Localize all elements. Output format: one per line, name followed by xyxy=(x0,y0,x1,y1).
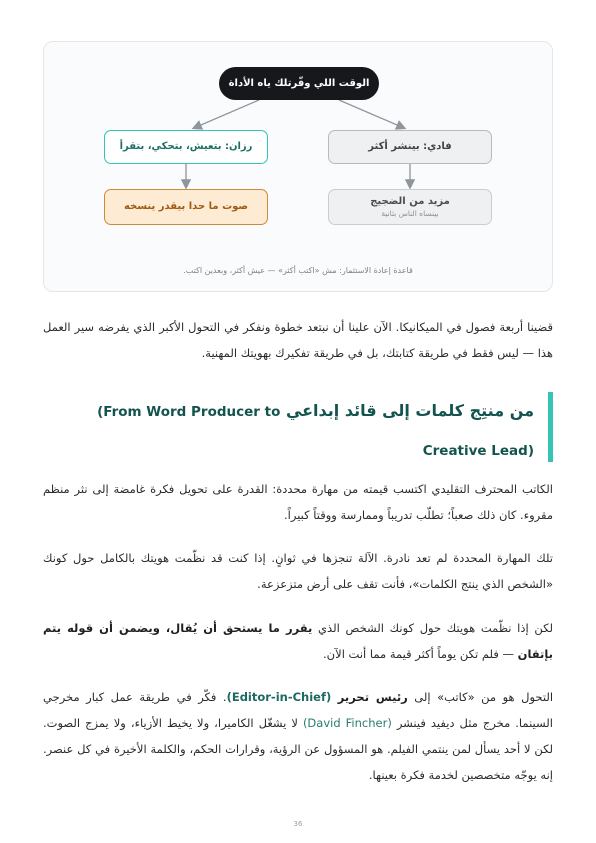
intro-paragraph: قضينا أربعة فصول في الميكانيكا. الآن علينا أن نبتعد خطوة ونفكر في التحول الأكبر الذي يفرضه سير العمل هذا — ليس فقط في طريقة كتابتك، بل في طريقة تفكيرك بهويتك المهنية. xyxy=(43,320,553,360)
diagram-voice-node xyxy=(104,189,268,225)
diagram-noise-title: مزيد من الضجيج xyxy=(370,196,450,208)
diagram-root-label: الوقت اللي وفّرتلك ياه الأداة xyxy=(228,77,370,89)
diagram-fadi-node xyxy=(328,130,492,164)
section-title-arabic: من منتِج كلمات إلى قائد إبداعي xyxy=(285,401,534,420)
section-title-english: (From Word Producer to Creative Lead) xyxy=(97,404,534,459)
section-heading xyxy=(43,392,553,462)
p4-part-b: . فكّر في طريقة عمل كبار مخرجي السينما. مخرج مثل ديفيد فينشر xyxy=(43,690,553,730)
diagram-voice-label: صوت ما حدا بيقدر ينسخه xyxy=(123,201,249,213)
p3-start: لكن إذا نظّمت هويتك حول كونك الشخص الذي xyxy=(312,621,554,635)
diagram-root-node xyxy=(219,67,379,100)
p4-part-c: لا يشغّل الكاميرا، ولا يخيط الأزياء، ولا يمزج الصوت. لكن لا أحد يسأل لمن ينتمي الفيلم. هو المسؤول عن الرؤية، وقرارات الحكم، والكلمة الأخيرة في كل عنصر. إنه يوجّه متخصصين لخدمة فكرة بعينها. xyxy=(43,716,553,782)
body-paragraph-1: الكاتب المحترف التقليدي اكتسب قيمته من مهارة محددة: القدرة على تحويل فكرة غامضة إلى نثر منظم مقروء. كان ذلك صعباً؛ تطلّب تدريباً وممارسة ووقتاً كبيراً. xyxy=(43,482,553,522)
diagram-razan-label: رزان: بتعيش، بتحكي، بتقرأ xyxy=(119,141,253,153)
diagram-caption: قاعدة إعادة الاستثمار: مش «اكتب أكثر» — عيش أكثر، وبعدين اكتب. xyxy=(183,266,413,275)
connector-root-to-fadi xyxy=(339,100,404,128)
p3-end: — فلم تكن يوماً أكثر قيمة مما أنت الآن. xyxy=(323,647,518,661)
diagram-noise-subtitle: بينساه الناس بثانية xyxy=(381,208,439,218)
p4-name-english: (David Fincher) xyxy=(302,716,392,730)
p4-part-a: التحول هو من «كاتب» إلى xyxy=(407,690,554,704)
p4-role-english: (Editor-in-Chief) xyxy=(226,690,332,704)
page-number: 36 xyxy=(293,820,303,828)
connector-root-to-razan xyxy=(194,100,259,128)
p3-emphasis: يقرر ما يستحق أن يُقال، ويضمن أن قوله يتم بإتقان xyxy=(43,621,553,661)
body-paragraph-3 xyxy=(43,615,553,667)
reinvestment-diagram xyxy=(43,41,553,292)
diagram-razan-node xyxy=(104,130,268,164)
body-paragraph-4 xyxy=(43,684,553,788)
diagram-noise-node xyxy=(328,189,492,225)
diagram-fadi-label: فادي: بينشر أكثر xyxy=(368,141,452,153)
body-paragraph-2: تلك المهارة المحددة لم تعد نادرة. الآلة تنجزها في ثوانٍ. إذا كنت قد نظّمت هويتك بالكامل حول كونك «الشخص الذي ينتج الكلمات»، فأنت تقف على أرض متزعزعة. xyxy=(43,551,553,591)
p4-role-arabic: رئيس تحرير xyxy=(337,690,408,704)
